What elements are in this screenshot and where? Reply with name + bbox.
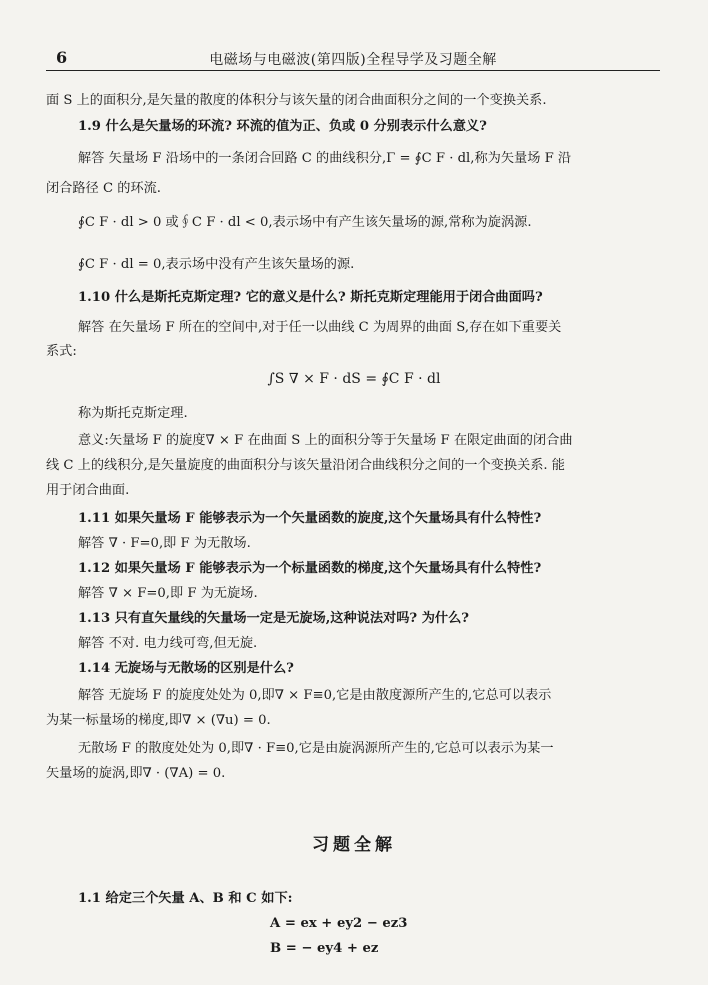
question-1-13: 1.13 只有直矢量线的矢量场一定是无旋场,这种说法对吗? 为什么? — [78, 611, 470, 626]
question-1-12: 1.12 如果矢量场 F 能够表示为一个标量函数的梯度,这个矢量场具有什么特性? — [78, 561, 542, 576]
answer-1-14-line4: 矢量场的旋涡,即∇ · (∇A) = 0. — [46, 766, 226, 781]
page-header — [46, 44, 660, 71]
equation-b: B = − ey4 + ez — [270, 941, 379, 956]
answer-1-9-line2: 闭合路径 C 的环流. — [46, 181, 161, 196]
answer-1-10-line4: 意义:矢量场 F 的旋度∇ × F 在曲面 S 上的面积分等于矢量场 F 在限定曲面的闭合曲 — [78, 433, 573, 448]
answer-1-9-line1: 解答 矢量场 F 沿场中的一条闭合回路 C 的曲线积分,Γ = ∮C F · dl,称为矢量场 F 沿 — [78, 151, 572, 166]
question-1-14: 1.14 无旋场与无散场的区别是什么? — [78, 661, 294, 676]
answer-1-9-line4: ∮C F · dl = 0,表示场中没有产生该矢量场的源. — [78, 257, 355, 272]
running-title: 电磁场与电磁波(第四版)全程导学及习题全解 — [209, 52, 497, 68]
answer-1-14-line1: 解答 无旋场 F 的旋度处处为 0,即∇ × F≡0,它是由散度源所产生的,它总可以表示 — [78, 688, 552, 703]
page-number: 6 — [56, 48, 68, 67]
question-1-10: 1.10 什么是斯托克斯定理? 它的意义是什么? 斯托克斯定理能用于闭合曲面吗? — [78, 290, 543, 305]
answer-1-10-line6: 用于闭合曲面. — [46, 483, 130, 498]
section-title: 习题全解 — [312, 835, 396, 855]
answer-1-10-line1: 解答 在矢量场 F 所在的空间中,对于任一以曲线 C 为周界的曲面 S,存在如下重要关 — [78, 320, 562, 335]
equation-a: A = ex + ey2 − ez3 — [270, 916, 408, 931]
question-1-9: 1.9 什么是矢量场的环流? 环流的值为正、负或 0 分别表示什么意义? — [78, 119, 487, 134]
stokes-equation: ∫S ∇ × F · dS = ∮C F · dl — [267, 371, 441, 387]
answer-1-14-line2: 为某一标量场的梯度,即∇ × (∇u) = 0. — [46, 713, 271, 728]
answer-1-10-line3: 称为斯托克斯定理. — [78, 406, 188, 421]
question-1-11: 1.11 如果矢量场 F 能够表示为一个矢量函数的旋度,这个矢量场具有什么特性? — [78, 511, 542, 526]
answer-1-10-line5: 线 C 上的线积分,是矢量旋度的曲面积分与该矢量沿闭合曲线积分之间的一个变换关系. 能 — [46, 458, 565, 473]
text-line: 面 S 上的面积分,是矢量的散度的体积分与该矢量的闭合曲面积分之间的一个变换关系. — [46, 93, 547, 108]
answer-1-9-line3: ∮C F · dl > 0 或∮C F · dl < 0,表示场中有产生该矢量场的源,常称为旋涡源. — [78, 215, 532, 230]
answer-1-10-line2: 系式: — [46, 344, 77, 359]
answer-1-13: 解答 不对. 电力线可弯,但无旋. — [78, 636, 258, 651]
answer-1-11: 解答 ∇ · F=0,即 F 为无散场. — [78, 536, 251, 551]
answer-1-14-line3: 无散场 F 的散度处处为 0,即∇ · F≡0,它是由旋涡源所产生的,它总可以表示为某一 — [78, 741, 554, 756]
problem-1-1: 1.1 给定三个矢量 A、B 和 C 如下: — [78, 891, 293, 906]
answer-1-12: 解答 ∇ × F=0,即 F 为无旋场. — [78, 586, 258, 601]
